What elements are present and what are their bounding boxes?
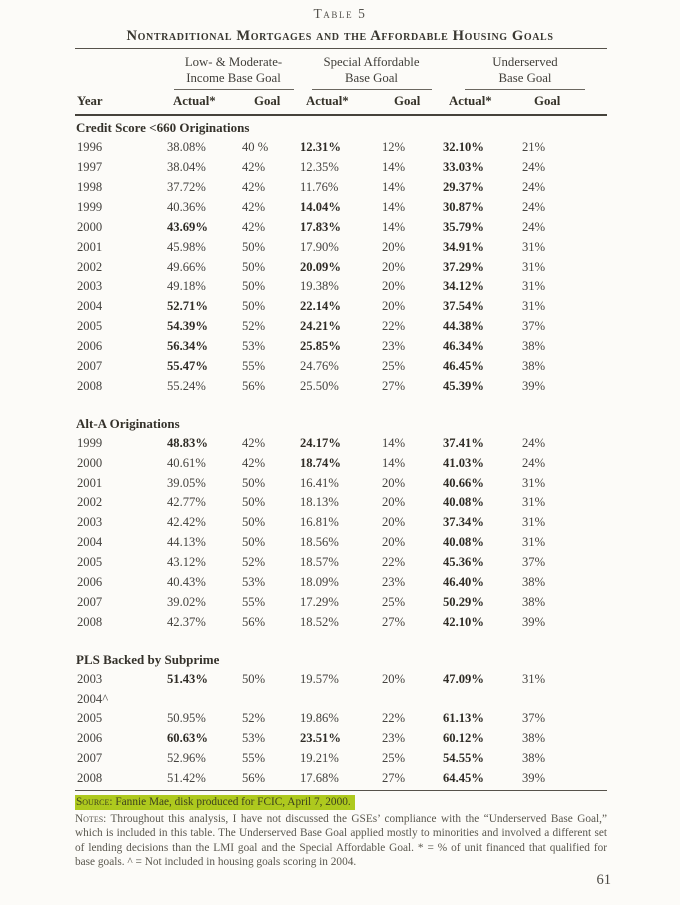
goal-cell: 20% <box>382 535 406 550</box>
actual-cell: 34.12% <box>443 279 484 294</box>
group-header-line: Special Affordable <box>323 55 420 69</box>
year-cell: 2006 <box>77 575 103 589</box>
actual-cell: 32.10% <box>443 140 484 155</box>
column-header-actual: Actual* <box>173 94 216 109</box>
table-row <box>75 277 607 297</box>
goal-cell: 50% <box>242 239 266 254</box>
section-title: PLS Backed by Subprime <box>76 651 220 667</box>
column-header-actual: Actual* <box>306 94 349 109</box>
year-cell: 2003 <box>77 671 103 686</box>
goal-cell: 20% <box>382 279 406 294</box>
actual-cell: 24.17% <box>300 435 341 450</box>
goal-cell: 21% <box>522 140 546 155</box>
goal-cell: 50% <box>242 495 266 510</box>
group-underline <box>312 89 432 90</box>
notes-paragraph <box>75 812 607 870</box>
year-cell: 1999 <box>77 435 103 450</box>
table-row <box>75 573 607 593</box>
goal-cell: 25% <box>382 751 406 766</box>
actual-cell: 55.24% <box>167 378 206 393</box>
goal-cell: 27% <box>382 378 406 393</box>
goal-cell: 31% <box>522 279 546 294</box>
table-row <box>75 357 607 377</box>
actual-cell: 40.43% <box>167 575 206 589</box>
goal-cell: 42% <box>242 455 266 470</box>
source-label: Source: <box>76 796 113 809</box>
goal-cell: 31% <box>522 475 546 490</box>
goal-cell: 31% <box>522 299 546 314</box>
goal-cell: 24% <box>522 219 546 234</box>
actual-cell: 33.03% <box>443 160 484 175</box>
year-cell: 2002 <box>77 259 103 274</box>
actual-cell: 46.45% <box>443 358 484 373</box>
group-header-line: Income Base Goal <box>186 70 281 85</box>
table-row <box>75 474 607 494</box>
year-cell: 2006 <box>77 339 103 354</box>
goal-cell: 42% <box>242 219 266 234</box>
table-row <box>75 297 607 317</box>
actual-cell: 37.72% <box>167 179 206 194</box>
actual-cell: 51.42% <box>167 771 206 786</box>
goal-cell: 38% <box>522 339 546 354</box>
goal-cell: 38% <box>522 594 546 609</box>
actual-cell: 60.12% <box>443 731 484 746</box>
year-cell: 2007 <box>77 594 103 609</box>
table-row <box>75 238 607 258</box>
actual-cell: 60.63% <box>167 731 208 746</box>
actual-cell: 12.35% <box>300 160 339 175</box>
goal-cell: 27% <box>382 614 406 629</box>
actual-cell: 34.91% <box>443 239 484 254</box>
goal-cell: 56% <box>242 378 266 393</box>
page-number: 61 <box>596 872 611 888</box>
goal-cell: 42% <box>242 160 266 175</box>
year-cell: 1996 <box>77 140 103 155</box>
group-underline <box>465 89 585 90</box>
goal-cell: 42% <box>242 179 266 194</box>
table-sections <box>75 118 607 789</box>
actual-cell: 45.39% <box>443 378 484 393</box>
goal-cell <box>522 690 607 710</box>
table-row <box>75 533 607 553</box>
table-row <box>75 218 607 238</box>
goal-cell: 37% <box>522 319 546 334</box>
year-cell: 2005 <box>77 711 103 726</box>
actual-cell: 11.76% <box>300 179 339 194</box>
actual-cell: 25.85% <box>300 339 341 354</box>
table-row <box>75 553 607 573</box>
group-header-special-affordable <box>300 55 443 90</box>
goal-cell: 50% <box>242 475 266 490</box>
actual-cell: 19.21% <box>300 751 339 766</box>
goal-cell: 38% <box>522 751 546 766</box>
goal-cell: 20% <box>382 495 406 510</box>
goal-cell: 42% <box>242 199 266 214</box>
table-row <box>75 337 607 357</box>
goal-cell: 24% <box>522 199 546 214</box>
actual-cell: 35.79% <box>443 219 484 234</box>
group-header-spacer <box>75 55 167 90</box>
goal-cell: 23% <box>382 731 406 746</box>
table-row <box>75 158 607 178</box>
group-header-line: Base Goal <box>345 70 398 85</box>
goal-cell: 20% <box>382 475 406 490</box>
table-row <box>75 769 607 789</box>
goal-cell: 22% <box>382 711 406 726</box>
actual-cell: 42.10% <box>443 614 484 629</box>
section-title: Alt-A Originations <box>76 415 180 431</box>
actual-cell: 46.34% <box>443 339 484 354</box>
goal-cell: 55% <box>242 751 266 766</box>
year-cell: 2008 <box>77 378 103 393</box>
goal-cell: 39% <box>522 771 546 786</box>
table-label: Table 5 <box>313 6 367 21</box>
goal-cell: 50% <box>242 535 266 550</box>
column-header-goal: Goal <box>254 94 281 109</box>
actual-cell: 16.41% <box>300 475 339 490</box>
actual-cell: 43.12% <box>167 555 206 570</box>
goal-cell <box>382 690 443 710</box>
year-cell: 2008 <box>77 771 103 786</box>
goal-cell: 31% <box>522 515 546 530</box>
year-cell: 2001 <box>77 239 103 254</box>
actual-cell <box>443 690 522 710</box>
column-header-goal: Goal <box>534 94 561 109</box>
goal-cell: 20% <box>382 671 406 686</box>
year-cell: 2004^ <box>77 691 109 706</box>
table-row <box>75 729 607 749</box>
actual-cell: 40.66% <box>443 475 484 490</box>
actual-cell <box>167 690 242 710</box>
actual-cell: 17.83% <box>300 219 341 234</box>
actual-cell: 19.38% <box>300 279 339 294</box>
goal-cell: 31% <box>522 535 546 550</box>
actual-cell: 43.69% <box>167 219 208 234</box>
actual-cell: 25.50% <box>300 378 339 393</box>
goal-cell: 38% <box>522 575 546 589</box>
goal-cell: 24% <box>522 455 546 470</box>
table-row <box>75 593 607 613</box>
actual-cell: 50.29% <box>443 594 484 609</box>
goal-cell: 24% <box>522 435 546 450</box>
actual-cell: 37.54% <box>443 299 484 314</box>
goal-cell: 31% <box>522 239 546 254</box>
goal-cell: 55% <box>242 358 266 373</box>
table-row <box>75 709 607 729</box>
actual-cell: 56.34% <box>167 339 208 354</box>
source-line <box>75 795 607 810</box>
year-cell: 1999 <box>77 199 103 214</box>
actual-cell: 42.42% <box>167 515 206 530</box>
table-row <box>75 493 607 513</box>
goal-cell: 14% <box>382 455 406 470</box>
actual-cell: 17.29% <box>300 594 339 609</box>
table-row <box>75 317 607 337</box>
actual-cell: 37.34% <box>443 515 484 530</box>
goal-cell: 50% <box>242 279 266 294</box>
table-row <box>75 434 607 454</box>
goal-cell: 53% <box>242 731 266 746</box>
actual-cell: 18.57% <box>300 555 339 570</box>
goal-cell: 22% <box>382 555 406 570</box>
year-cell: 1998 <box>77 179 103 194</box>
goal-cell: 20% <box>382 515 406 530</box>
notes-text: Throughout this analysis, I have not discussed the GSEs’ compliance with the “Underserved Base Goal,” which is included in this table. The Underserved Base Goal applied mostly to minorities and involved a different set of lending decisions than the LMI goal and the Special Affordable Goal. * = % of unit financed that qualified for base goals. ^ = Not included in housing goals scoring in 2004. <box>75 813 607 869</box>
actual-cell: 22.14% <box>300 299 341 314</box>
actual-cell: 40.36% <box>167 199 206 214</box>
goal-cell: 24% <box>522 179 546 194</box>
table-row <box>75 690 607 710</box>
table-row <box>75 138 607 158</box>
actual-cell: 50.95% <box>167 711 206 726</box>
goal-cell: 53% <box>242 575 266 589</box>
goal-cell <box>242 690 300 710</box>
actual-cell: 52.96% <box>167 751 206 766</box>
actual-cell: 18.52% <box>300 614 339 629</box>
section-title: Credit Score <660 Originations <box>76 120 250 136</box>
goal-cell: 39% <box>522 378 546 393</box>
actual-cell: 20.09% <box>300 259 341 274</box>
year-cell: 2005 <box>77 319 103 334</box>
year-cell: 2000 <box>77 219 103 234</box>
goal-cell: 50% <box>242 515 266 530</box>
table-row <box>75 513 607 533</box>
goal-cell: 42% <box>242 435 266 450</box>
goal-cell: 20% <box>382 239 406 254</box>
actual-cell: 37.41% <box>443 435 484 450</box>
goal-cell: 38% <box>522 358 546 373</box>
actual-cell: 19.57% <box>300 671 339 686</box>
year-cell: 2004 <box>77 299 103 314</box>
actual-cell: 54.39% <box>167 319 208 334</box>
year-cell: 2008 <box>77 614 103 629</box>
goal-cell: 23% <box>382 575 406 589</box>
column-header-year: Year <box>77 94 103 109</box>
goal-cell: 50% <box>242 259 266 274</box>
actual-cell <box>300 690 382 710</box>
group-header-underserved <box>443 55 607 90</box>
year-cell: 2005 <box>77 555 103 570</box>
header-rule <box>75 114 607 116</box>
actual-cell: 61.13% <box>443 711 484 726</box>
goal-cell: 20% <box>382 299 406 314</box>
source-highlight <box>75 795 355 810</box>
actual-cell: 47.09% <box>443 671 484 686</box>
table-row <box>75 613 607 633</box>
year-cell: 2007 <box>77 751 103 766</box>
actual-cell: 42.37% <box>167 614 206 629</box>
actual-cell: 46.40% <box>443 575 484 589</box>
table-row <box>75 198 607 218</box>
goal-cell: 37% <box>522 711 546 726</box>
goal-cell: 37% <box>522 555 546 570</box>
actual-cell: 49.18% <box>167 279 206 294</box>
actual-cell: 48.83% <box>167 435 208 450</box>
goal-cell: 12% <box>382 140 406 155</box>
actual-cell: 49.66% <box>167 259 206 274</box>
actual-cell: 19.86% <box>300 711 339 726</box>
actual-cell: 14.04% <box>300 199 341 214</box>
actual-cell: 17.68% <box>300 771 339 786</box>
year-cell: 2006 <box>77 731 103 746</box>
actual-cell: 52.71% <box>167 299 208 314</box>
table-section <box>75 118 607 397</box>
table-row <box>75 178 607 198</box>
actual-cell: 44.13% <box>167 535 206 550</box>
goal-cell: 14% <box>382 199 406 214</box>
goal-cell: 31% <box>522 495 546 510</box>
column-header-row <box>75 90 607 112</box>
actual-cell: 38.08% <box>167 140 206 155</box>
goal-cell: 56% <box>242 614 266 629</box>
goal-cell: 22% <box>382 319 406 334</box>
group-header-line: Underserved <box>492 55 558 69</box>
goal-cell: 52% <box>242 555 266 570</box>
table-bottom-rule <box>75 790 607 791</box>
actual-cell: 39.05% <box>167 475 206 490</box>
goal-cell: 25% <box>382 594 406 609</box>
table-row <box>75 749 607 769</box>
table-row <box>75 377 607 397</box>
page-title: Nontraditional Mortgages and the Affordable Housing Goals <box>126 28 554 44</box>
column-header-actual: Actual* <box>449 94 492 109</box>
actual-cell: 42.77% <box>167 495 206 510</box>
actual-cell: 54.55% <box>443 751 484 766</box>
actual-cell: 39.02% <box>167 594 206 609</box>
title-block <box>0 6 680 45</box>
goal-cell: 27% <box>382 771 406 786</box>
actual-cell: 45.36% <box>443 555 484 570</box>
actual-cell: 51.43% <box>167 671 208 686</box>
goal-cell: 14% <box>382 219 406 234</box>
goal-cell: 23% <box>382 339 406 354</box>
column-header-goal: Goal <box>394 94 421 109</box>
group-underline <box>174 89 294 90</box>
table-section <box>75 650 607 789</box>
source-text: Fannie Mae, disk produced for FCIC, April 7, 2000. <box>112 796 351 809</box>
table-row <box>75 454 607 474</box>
goal-cell: 50% <box>242 299 266 314</box>
actual-cell: 40.61% <box>167 455 206 470</box>
table-section <box>75 414 607 633</box>
actual-cell: 17.90% <box>300 239 339 254</box>
actual-cell: 23.51% <box>300 731 341 746</box>
group-header-lmi <box>167 55 300 90</box>
group-header-line: Base Goal <box>498 70 552 85</box>
actual-cell: 30.87% <box>443 199 484 214</box>
table-row <box>75 670 607 690</box>
data-table <box>75 48 607 870</box>
actual-cell: 24.21% <box>300 319 341 334</box>
actual-cell: 16.81% <box>300 515 339 530</box>
actual-cell: 24.76% <box>300 358 339 373</box>
goal-cell: 52% <box>242 711 266 726</box>
goal-cell: 40 % <box>242 140 269 155</box>
actual-cell: 12.31% <box>300 140 341 155</box>
goal-cell: 52% <box>242 319 266 334</box>
actual-cell: 41.03% <box>443 455 484 470</box>
actual-cell: 37.29% <box>443 259 484 274</box>
year-cell: 2007 <box>77 358 103 373</box>
goal-cell: 14% <box>382 435 406 450</box>
actual-cell: 64.45% <box>443 771 484 786</box>
notes-label: Notes: <box>75 813 107 826</box>
table-row <box>75 258 607 278</box>
goal-cell: 55% <box>242 594 266 609</box>
goal-cell: 25% <box>382 358 406 373</box>
actual-cell: 38.04% <box>167 160 206 175</box>
goal-cell: 56% <box>242 771 266 786</box>
actual-cell: 18.56% <box>300 535 339 550</box>
goal-cell: 38% <box>522 731 546 746</box>
goal-cell: 31% <box>522 671 546 686</box>
year-cell: 2001 <box>77 475 103 490</box>
actual-cell: 44.38% <box>443 319 484 334</box>
year-cell: 2003 <box>77 279 103 294</box>
actual-cell: 40.08% <box>443 535 484 550</box>
goal-cell: 39% <box>522 614 546 629</box>
group-header-row <box>75 49 607 90</box>
actual-cell: 29.37% <box>443 179 484 194</box>
actual-cell: 18.09% <box>300 575 339 589</box>
goal-cell: 24% <box>522 160 546 175</box>
goal-cell: 53% <box>242 339 266 354</box>
actual-cell: 18.74% <box>300 455 341 470</box>
year-cell: 2003 <box>77 515 103 530</box>
year-cell: 2000 <box>77 455 103 470</box>
actual-cell: 18.13% <box>300 495 339 510</box>
actual-cell: 45.98% <box>167 239 206 254</box>
goal-cell: 50% <box>242 671 266 686</box>
actual-cell: 55.47% <box>167 358 208 373</box>
goal-cell: 14% <box>382 160 406 175</box>
year-cell: 1997 <box>77 160 103 175</box>
actual-cell: 40.08% <box>443 495 484 510</box>
year-cell: 2004 <box>77 535 103 550</box>
group-header-line: Low- & Moderate- <box>184 55 283 69</box>
goal-cell: 14% <box>382 179 406 194</box>
goal-cell: 31% <box>522 259 546 274</box>
goal-cell: 20% <box>382 259 406 274</box>
year-cell: 2002 <box>77 495 103 510</box>
